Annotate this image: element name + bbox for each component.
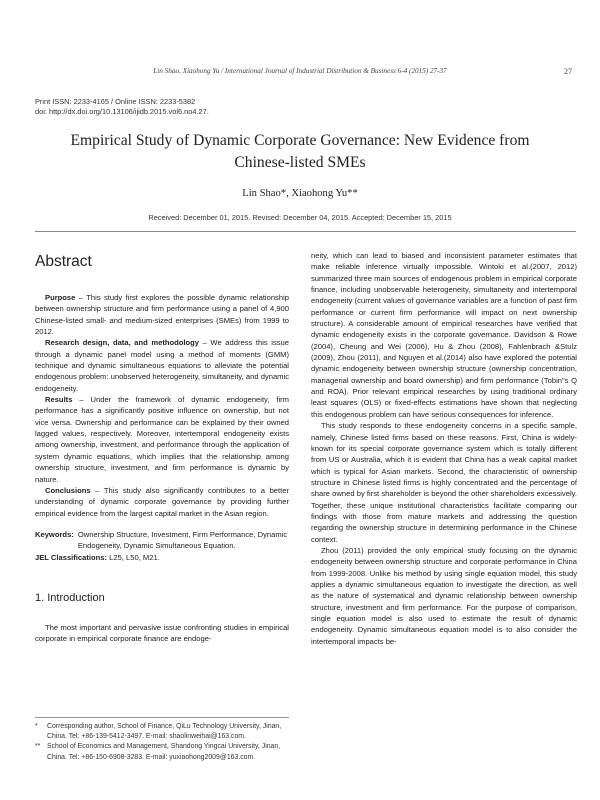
jel-text: L25, L50, M21. bbox=[107, 552, 160, 562]
footnote-corresponding bbox=[35, 722, 289, 742]
abstract-results bbox=[35, 394, 289, 485]
body-paragraph: Zhou (2011) provided the only empirical study focusing on the dynamic endogeneity between ownership structure and corporate performance in China from 1999-2008. Unlike his method by using single equation model, this study applies a dynamic simultaneous equation to investigate the direction, as well as the nature of systematical and dynamic relationship between ownership structure, investment and firm performance. For the purpose of comparison, single equation model is also used to estimate the result of dynamic endogeneity. Dynamic simultaneous equation model is to also consider the intertemporal impacts be- bbox=[311, 545, 577, 646]
conclusions-text: – This study also significantly contributes to a better understanding of dynamic corporate governance by providing further empirical evidence from the largest capital market in the Asian region. bbox=[35, 485, 289, 518]
jel-classifications bbox=[35, 552, 289, 563]
page-number: 27 bbox=[564, 67, 572, 76]
introduction-paragraph: The most important and pervasive issue confronting studies in empirical corporate in empirical corporate finance are endoge- bbox=[35, 622, 289, 644]
authors: Lin Shao*, Xiaohong Yu** bbox=[242, 188, 358, 199]
results-label: Results bbox=[45, 395, 73, 405]
keywords-label: Keywords: bbox=[35, 529, 74, 539]
footnote-divider bbox=[35, 717, 289, 718]
header-divider bbox=[35, 231, 576, 232]
left-column bbox=[35, 252, 289, 645]
keywords bbox=[35, 529, 289, 552]
footnotes bbox=[35, 722, 289, 763]
results-text: – Under the framework of dynamic endogeneity, firm performance has a significantly positive influence on ownership, but not vice versa. Ownership and performance can be explained by their owned lagged values, respectively. Moreover, intertemporal endogeneity exists among ownership, investment, and performance through the application of system dynamic equations, which implies that the relationship among ownership structure, investment, and firm performance is dynamic by nature. bbox=[35, 395, 289, 484]
right-column bbox=[311, 250, 577, 647]
introduction-heading: 1. Introduction bbox=[35, 591, 105, 604]
issn-block bbox=[35, 97, 209, 116]
footnote-mark: * bbox=[35, 723, 38, 730]
abstract-heading: Abstract bbox=[35, 253, 92, 270]
footnote-coauthor bbox=[35, 742, 289, 762]
paper-title-line-2: Chinese-listed SMEs bbox=[234, 154, 366, 171]
issn-line: Print ISSN: 2233-4165 / Online ISSN: 2233-5382 bbox=[35, 97, 196, 106]
paper-title bbox=[0, 130, 600, 174]
abstract-purpose bbox=[35, 292, 289, 337]
body-paragraph: This study responds to these endogeneity concerns in a specific sample, namely, Chinese listed firms based on these reasons. First, China is widely-known for its special corporate governance system which is totally different from US or Australia, which it is evident that China has a weak capital market which is typical for Asian markets. Second, the characteristic of ownership structure in Chinese listed firms is highly concentrated and the percentage of share owned by first shareholder is beyond the other shareholders excessively. Together, these unique institutional characteristics facilitate comparing our findings with those from mature markets and addressing the question regarding the ownership structure in determining performance in the Chinese context. bbox=[311, 421, 577, 544]
purpose-text: – This study first explores the possible dynamic relationship between ownership structure and firm performance using a panel of 4,900 Chinese-listed small- and medium-sized enterprises (SMEs) from 1999 to 2012. bbox=[35, 293, 289, 337]
keywords-text: Ownership Structure, Investment, Firm Performance, Dynamic Endogeneity, Dynamic Simultaneous Equation. bbox=[77, 529, 288, 551]
abstract-research bbox=[35, 337, 289, 394]
footnote-text: School of Economics and Management, Shandong Yingcai University, Jinan, China. Tel: +86-150-6908-3283. E-mail: yuxiaohong2009@163.com. bbox=[47, 743, 281, 761]
research-text: – We address this issue through a dynamic panel model using a method of moments (GMM) technique and dynamic simultaneous equations to alleviate the potential endogenous problem: unobserved heterogeneity, simultaneity, and dynamic endogeneity. bbox=[35, 338, 290, 393]
running-head-text: Lin Shao, Xiaohong Yu / International Journal of Industrial Distribution & Business 6-4 (2015) 27-37 bbox=[153, 67, 447, 75]
purpose-label: Purpose bbox=[45, 293, 76, 302]
paper-title-line-1: Empirical Study of Dynamic Corporate Governance: New Evidence from bbox=[70, 132, 530, 149]
body-paragraph: neity, which can lead to biased and inconsistent parameter estimates that make reliable inference virtually impossible. Wintoki et al.(2007, 2012) summarized three main sources of endogenous problem in empirical corporate finance, including unobservable heterogeneity, simultaneity and intertemporal endogeneity (current values of governance variables are a function of past firm performance or current firm performance will impact on next ownership structure). A considerable amount of empirical researches have verified that dynamic endogeneity exists in the corporate governance. Davidson & Rowe (2004), Cheung and Wei (2006), Hu & Zhou (2008), Fahlenbrach &Stulz (2009), Zhou (2011), and Nguyen et al.(2014) also have explored the potential dynamic endogeneity between ownership structure (ownership concentration, managerial ownership and board ownership) and firm performance (Tobin"s Q and ROA). Prior relevant empirical researches by using traditional ordinary least squares (OLS) or fixed-effects estimations have shown that neglecting this endogenous problem can have serious consequences for inference. bbox=[311, 251, 577, 419]
abstract-conclusions bbox=[35, 485, 289, 519]
conclusions-label: Conclusions bbox=[45, 485, 91, 495]
jel-label: JEL Classifications: bbox=[35, 552, 108, 562]
received-dates: Received: December 01, 2015. Revised: December 04, 2015. Accepted: December 15, 2015 bbox=[148, 213, 452, 222]
footnote-mark: ** bbox=[35, 743, 41, 751]
doi-line: doi: http://dx.doi.org/10.13106/ijidb.2015.vol6.no4.27. bbox=[35, 106, 209, 116]
research-label: Research design, data, and methodology bbox=[45, 338, 200, 348]
footnote-text: Corresponding author, School of Finance, QiLu Technology University, Jinan, China. Tel: +86-139-5412-3497. E-mail: shaolinweihai@163.com. bbox=[47, 723, 282, 741]
